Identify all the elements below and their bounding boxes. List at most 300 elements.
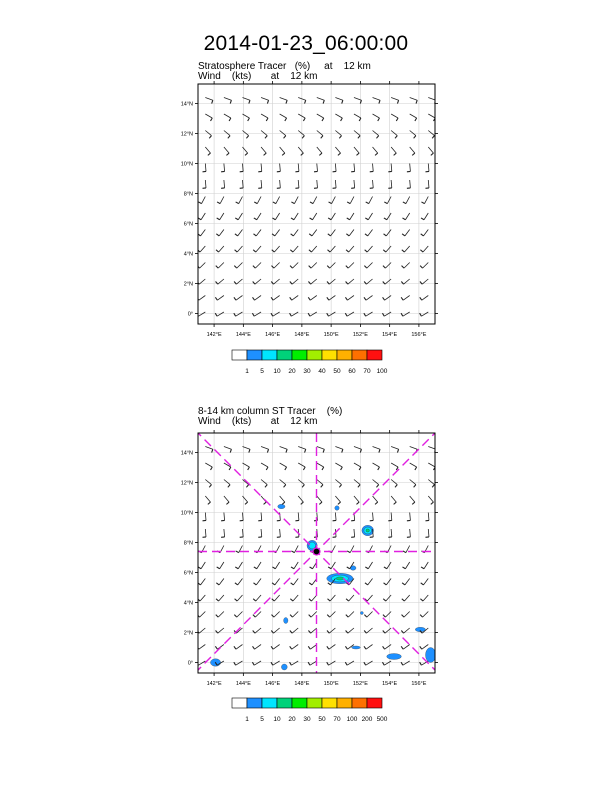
top-wind-barb-flag xyxy=(403,202,406,204)
top-wind-barb xyxy=(354,164,355,172)
top-wind-barb-flag xyxy=(216,250,219,252)
bottom-colorbar-cell xyxy=(277,698,292,708)
top-wind-barb xyxy=(405,213,409,220)
top-wind-barb xyxy=(201,213,205,220)
bottom-wind-barb-flag xyxy=(412,502,415,504)
top-wind-barb xyxy=(368,230,373,236)
top-wind-barb xyxy=(350,197,354,204)
top-wind-barb-flag xyxy=(347,218,350,220)
bottom-colorbar-label: 10 xyxy=(273,716,281,723)
top-wind-barb-flag xyxy=(286,100,287,103)
bottom-panel-title-line1: 8-14 km column ST Tracer (%) xyxy=(198,406,343,417)
top-wind-barb-flag xyxy=(291,218,294,220)
bottom-colorbar-label: 500 xyxy=(376,716,388,723)
top-wind-barb-flag xyxy=(379,100,380,103)
bottom-wind-barb xyxy=(274,612,280,618)
top-wind-barb xyxy=(280,131,286,136)
top-lon-label: 142°E xyxy=(206,332,222,338)
top-wind-barb xyxy=(428,131,434,136)
top-wind-barb-flag xyxy=(302,136,304,139)
bottom-colorbar-cell xyxy=(292,698,307,708)
top-wind-barb-flag xyxy=(290,250,293,252)
top-wind-barb xyxy=(312,230,317,236)
top-wind-barb xyxy=(201,230,206,236)
top-colorbar-label: 30 xyxy=(303,368,311,375)
top-wind-barb xyxy=(335,131,341,136)
bottom-wind-barb xyxy=(367,595,372,601)
bottom-wind-barb-flag xyxy=(246,485,248,488)
top-wind-barb-flag xyxy=(384,218,387,220)
bottom-wind-barb-flag xyxy=(249,449,250,452)
top-wind-barb xyxy=(261,114,268,118)
top-wind-barb-flag xyxy=(378,118,380,121)
bottom-wind-barb xyxy=(293,579,298,585)
bottom-wind-barb xyxy=(331,562,335,569)
bottom-wind-barb xyxy=(384,661,391,665)
bottom-wind-barb xyxy=(410,496,415,502)
bottom-wind-barb xyxy=(201,562,205,569)
top-wind-barb xyxy=(349,230,354,236)
top-wind-barb-flag xyxy=(253,234,256,236)
top-wind-barb xyxy=(317,114,324,118)
bottom-wind-barb xyxy=(335,496,340,502)
top-wind-barb xyxy=(424,213,428,220)
top-wind-barb-flag xyxy=(431,153,434,155)
top-wind-barb-flag xyxy=(339,136,341,139)
bottom-wind-barb-flag xyxy=(327,599,330,601)
top-wind-barb-flag xyxy=(234,297,236,300)
top-panel-title-line2: Wind (kts) at 12 km xyxy=(198,71,318,82)
bottom-colorbar-cell xyxy=(232,698,247,708)
bottom-wind-barb-flag xyxy=(378,467,380,470)
top-wind-barb-flag xyxy=(246,136,248,139)
top-wind-barb xyxy=(256,230,261,236)
top-wind-barb xyxy=(200,263,206,269)
top-lat-label: 8°N xyxy=(183,191,193,198)
top-wind-barb xyxy=(347,312,354,316)
bottom-wind-barb xyxy=(403,661,410,665)
top-wind-barb xyxy=(224,114,231,118)
top-wind-barb-flag xyxy=(421,218,424,220)
top-wind-barb xyxy=(313,213,317,220)
bottom-wind-barb-flag xyxy=(342,449,343,452)
top-wind-barb xyxy=(425,197,429,204)
top-wind-barb xyxy=(428,147,433,153)
top-wind-barb-flag xyxy=(272,250,275,252)
top-wind-barb-flag xyxy=(234,266,236,268)
bottom-colorbar xyxy=(232,698,388,723)
top-wind-barb-flag xyxy=(394,153,397,155)
storm-center-marker xyxy=(313,548,320,555)
bottom-wind-barb-flag xyxy=(285,467,287,470)
top-wind-barb-flag xyxy=(384,202,387,204)
top-wind-barb xyxy=(403,296,409,301)
top-wind-barb xyxy=(257,213,261,220)
bottom-wind-barb-flag xyxy=(365,567,368,569)
top-wind-barb-flag xyxy=(396,118,398,121)
bottom-map-panel xyxy=(17,252,612,792)
top-wind-barb-flag xyxy=(432,136,434,139)
top-wind-barb xyxy=(205,180,206,188)
top-wind-barb xyxy=(335,164,336,172)
top-wind-barb-flag xyxy=(273,202,276,204)
top-wind-barb-flag xyxy=(345,297,347,300)
top-wind-barb-flag xyxy=(248,118,250,121)
bottom-wind-barb xyxy=(391,480,397,485)
top-wind-barb xyxy=(293,230,298,236)
bottom-tracer-blob xyxy=(284,618,288,624)
top-wind-barb-flag xyxy=(217,218,220,220)
bottom-wind-barb xyxy=(404,612,410,618)
bottom-wind-barb xyxy=(410,447,418,450)
bottom-wind-barb-flag xyxy=(272,599,275,601)
top-wind-barb-flag xyxy=(308,297,310,300)
bottom-colorbar-cell xyxy=(322,698,337,708)
top-wind-barb xyxy=(199,296,205,301)
top-wind-barb-flag xyxy=(309,250,312,252)
bottom-wind-barb xyxy=(329,661,336,665)
top-wind-barb xyxy=(329,296,335,301)
bottom-wind-barb-flag xyxy=(394,502,397,504)
bottom-wind-barb xyxy=(386,595,391,601)
bottom-wind-barb-flag xyxy=(216,599,219,601)
top-wind-barb xyxy=(200,246,205,252)
top-wind-barb xyxy=(224,164,225,172)
top-wind-barb-flag xyxy=(253,266,255,268)
top-lat-label: 0° xyxy=(187,311,193,318)
top-colorbar-cell xyxy=(367,350,382,360)
top-wind-barb-flag xyxy=(395,136,397,139)
top-wind-barb-flag xyxy=(421,202,424,204)
bottom-wind-barb xyxy=(387,562,391,569)
bottom-wind-barb-flag xyxy=(379,449,380,452)
top-wind-barb xyxy=(423,263,429,269)
bottom-wind-barb-flag xyxy=(309,599,312,601)
top-lat-label: 4°N xyxy=(183,251,193,258)
top-wind-barb-flag xyxy=(230,100,231,103)
top-wind-barb xyxy=(354,147,359,153)
top-wind-barb xyxy=(335,114,342,118)
bottom-wind-barb-flag xyxy=(253,599,256,601)
top-wind-barb-flag xyxy=(420,250,423,252)
top-wind-barb-flag xyxy=(383,297,385,300)
top-wind-barb-flag xyxy=(365,234,368,236)
top-wind-barb-flag xyxy=(401,297,403,300)
bottom-colorbar-cell xyxy=(262,698,277,708)
bottom-wind-barb-flag xyxy=(215,646,217,649)
bottom-wind-barb-flag xyxy=(322,467,324,470)
bottom-wind-barb-flag xyxy=(284,485,286,488)
bottom-wind-barb xyxy=(373,513,374,521)
top-wind-barb-flag xyxy=(310,202,313,204)
bottom-wind-barb xyxy=(280,513,281,521)
bottom-lon-label: 146°E xyxy=(265,681,281,687)
top-wind-barb-flag xyxy=(235,234,238,236)
top-wind-barb xyxy=(312,246,317,252)
bottom-wind-barb-flag xyxy=(302,485,304,488)
top-wind-barb-flag xyxy=(365,218,368,220)
bottom-wind-barb xyxy=(310,661,317,665)
top-wind-barb xyxy=(373,147,378,153)
top-wind-barb-flag xyxy=(383,266,385,268)
top-wind-barb-flag xyxy=(415,118,417,121)
top-wind-barb-flag xyxy=(323,100,324,103)
bottom-wind-barb-flag xyxy=(266,467,268,470)
bottom-wind-barb-flag xyxy=(327,615,329,617)
bottom-wind-barb-flag xyxy=(327,646,329,649)
top-colorbar-cell xyxy=(352,350,367,360)
bottom-lon-label: 148°E xyxy=(294,681,310,687)
bottom-wind-barb xyxy=(261,480,267,485)
top-wind-barb xyxy=(255,263,261,269)
top-wind-barb-flag xyxy=(328,218,331,220)
top-wind-barb xyxy=(274,246,279,252)
bottom-wind-barb-flag xyxy=(245,502,248,504)
top-wind-barb xyxy=(387,197,391,204)
top-lat-label: 2°N xyxy=(183,281,193,288)
bottom-colorbar-cell xyxy=(352,698,367,708)
bottom-colorbar-cell xyxy=(307,698,322,708)
top-wind-barb xyxy=(280,180,281,188)
top-wind-barb-flag xyxy=(290,266,292,268)
top-wind-barb xyxy=(293,263,299,269)
bottom-wind-barb xyxy=(237,612,243,618)
bottom-wind-barb-flag xyxy=(347,551,350,553)
bottom-wind-barb xyxy=(347,661,354,665)
bottom-wind-barb-flag xyxy=(308,646,310,649)
bottom-wind-barb xyxy=(428,496,433,502)
bottom-wind-barb-flag xyxy=(431,502,434,504)
bottom-wind-barb-flag xyxy=(347,567,350,569)
bottom-wind-barb xyxy=(405,562,409,569)
bottom-wind-barb-flag xyxy=(346,615,348,617)
top-wind-barb-flag xyxy=(341,118,343,121)
top-wind-barb xyxy=(391,180,392,188)
bottom-wind-barb-flag xyxy=(217,567,220,569)
top-wind-barb xyxy=(391,131,397,136)
bottom-wind-barb xyxy=(368,579,373,585)
top-wind-barb xyxy=(391,114,398,118)
top-wind-barb-flag xyxy=(375,153,378,155)
bottom-lon-label: 144°E xyxy=(235,681,251,687)
bottom-wind-barb xyxy=(329,645,335,650)
bottom-tracer-blob xyxy=(309,542,316,549)
bottom-wind-barb xyxy=(335,463,342,467)
bottom-wind-barb xyxy=(200,612,206,618)
bottom-wind-barb xyxy=(224,529,225,537)
bottom-wind-barb-flag xyxy=(402,567,405,569)
bottom-wind-barb-flag xyxy=(290,646,292,649)
top-wind-barb xyxy=(423,246,428,252)
bottom-panel-title-line2: Wind (kts) at 12 km xyxy=(198,416,318,427)
top-wind-barb-flag xyxy=(346,234,349,236)
top-wind-barb-flag xyxy=(420,266,422,268)
bottom-wind-barb xyxy=(238,579,243,585)
top-wind-barb-flag xyxy=(365,250,368,252)
top-map-frame xyxy=(198,84,435,324)
top-lat-label: 14°N xyxy=(180,101,193,108)
bottom-wind-barb-flag xyxy=(212,449,213,452)
top-wind-barb xyxy=(317,164,318,172)
bottom-tracer-blob xyxy=(281,664,287,670)
bottom-wind-barb xyxy=(385,645,391,650)
top-wind-barb xyxy=(276,197,280,204)
top-wind-barb-flag xyxy=(414,136,416,139)
bottom-wind-barb xyxy=(219,579,224,585)
bottom-wind-barb-flag xyxy=(253,615,255,617)
bottom-wind-barb-flag xyxy=(328,567,331,569)
top-wind-barb xyxy=(428,180,429,188)
top-wind-barb xyxy=(224,98,232,101)
bottom-lon-label: 152°E xyxy=(352,681,368,687)
top-wind-barb xyxy=(220,197,224,204)
bottom-map-area xyxy=(17,252,612,792)
top-wind-barb xyxy=(410,131,416,136)
top-wind-barb xyxy=(310,312,317,316)
top-wind-barb xyxy=(238,230,243,236)
bottom-wind-barb-flag xyxy=(235,599,238,601)
bottom-wind-barb-flag xyxy=(226,502,229,504)
top-wind-barb-flag xyxy=(282,153,285,155)
bottom-wind-barb xyxy=(261,513,262,521)
top-wind-barb xyxy=(205,98,213,101)
bottom-wind-barb-flag xyxy=(402,615,404,617)
bottom-wind-barb xyxy=(298,513,299,521)
top-wind-barb xyxy=(366,312,373,316)
bottom-wind-barb xyxy=(205,447,213,450)
bottom-wind-barb-flag xyxy=(364,646,366,649)
top-wind-barb-flag xyxy=(211,118,213,121)
bottom-wind-barb xyxy=(224,447,232,450)
bottom-wind-barb xyxy=(217,645,223,650)
bottom-wind-barb xyxy=(261,447,269,450)
top-lon-label: 150°E xyxy=(323,332,339,338)
bottom-lat-label: 2°N xyxy=(183,630,193,637)
bottom-wind-barb-flag xyxy=(198,567,201,569)
bottom-lat-label: 0° xyxy=(187,660,193,667)
bottom-wind-barb xyxy=(423,612,429,618)
bottom-wind-barb xyxy=(391,529,392,537)
top-wind-barb xyxy=(391,164,392,172)
top-wind-barb xyxy=(256,246,261,252)
bottom-wind-barb xyxy=(224,496,229,502)
bottom-tracer-blob xyxy=(360,612,363,615)
bottom-wind-barb xyxy=(349,595,354,601)
top-colorbar-cell xyxy=(307,350,322,360)
bottom-wind-barb xyxy=(273,645,279,650)
bottom-colorbar-label: 70 xyxy=(333,716,341,723)
bottom-wind-barb-flag xyxy=(209,485,211,488)
bottom-wind-barb-flag xyxy=(328,583,331,585)
top-colorbar-label: 10 xyxy=(273,368,281,375)
top-wind-barb xyxy=(237,263,243,269)
bottom-tracer-blob xyxy=(387,654,402,660)
top-colorbar-label: 50 xyxy=(333,368,341,375)
bottom-wind-barb xyxy=(280,496,285,502)
bottom-wind-barb-flag xyxy=(420,615,422,617)
bottom-lat-label: 14°N xyxy=(180,450,193,457)
bottom-wind-barb-flag xyxy=(358,485,360,488)
bottom-wind-barb-flag xyxy=(420,646,422,649)
top-wind-barb xyxy=(424,230,429,236)
top-wind-barb xyxy=(205,114,212,118)
bottom-wind-barb xyxy=(410,529,411,537)
top-wind-barb xyxy=(254,312,261,316)
top-wind-barb xyxy=(313,197,317,204)
bottom-wind-barb-flag xyxy=(432,485,434,488)
bottom-wind-barb xyxy=(236,661,243,665)
bottom-wind-barb-flag xyxy=(291,551,294,553)
top-wind-barb-flag xyxy=(402,218,405,220)
bottom-wind-barb xyxy=(275,562,279,569)
bottom-wind-barb-flag xyxy=(395,485,397,488)
bottom-wind-barb-flag xyxy=(403,551,406,553)
top-wind-barb xyxy=(403,312,410,316)
top-wind-barb-flag xyxy=(321,136,323,139)
top-wind-barb xyxy=(220,213,224,220)
bottom-wind-barb xyxy=(404,595,409,601)
top-wind-barb-flag xyxy=(216,234,219,236)
top-colorbar-cell xyxy=(262,350,277,360)
top-wind-barb xyxy=(373,131,379,136)
top-wind-barb-flag xyxy=(266,118,268,121)
top-wind-barb xyxy=(236,296,242,301)
bottom-wind-barb xyxy=(317,480,323,485)
bottom-wind-barb-flag xyxy=(309,615,311,617)
bottom-wind-barb xyxy=(256,579,261,585)
bottom-wind-barb-flag xyxy=(229,467,231,470)
top-wind-barb-flag xyxy=(198,202,201,204)
top-wind-barb xyxy=(387,213,391,220)
top-wind-barb xyxy=(349,246,354,252)
top-wind-barb xyxy=(366,296,372,301)
top-wind-barb-flag xyxy=(364,266,366,268)
bottom-wind-barb xyxy=(298,480,304,485)
bottom-wind-barb xyxy=(366,645,372,650)
top-wind-barb xyxy=(422,296,428,301)
top-wind-barb xyxy=(205,147,210,153)
top-wind-barb-flag xyxy=(402,266,404,268)
top-colorbar-cell xyxy=(247,350,262,360)
bottom-wind-barb-flag xyxy=(234,615,236,617)
bottom-colorbar-cell xyxy=(367,698,382,708)
bottom-wind-barb xyxy=(317,463,324,467)
bottom-wind-barb xyxy=(348,612,354,618)
top-wind-barb-flag xyxy=(212,100,213,103)
top-wind-barb xyxy=(261,131,267,136)
bottom-lat-label: 6°N xyxy=(183,570,193,577)
bottom-colorbar-cell xyxy=(247,698,262,708)
bottom-wind-barb-flag xyxy=(286,449,287,452)
top-wind-barb-flag xyxy=(229,118,231,121)
top-colorbar-label: 70 xyxy=(363,368,371,375)
top-lon-label: 154°E xyxy=(382,332,398,338)
bottom-colorbar-cell xyxy=(337,698,352,708)
bottom-wind-barb-flag xyxy=(235,567,238,569)
bottom-wind-barb xyxy=(373,496,378,502)
bottom-wind-barb-flag xyxy=(397,449,398,452)
bottom-lat-label: 12°N xyxy=(180,480,193,487)
top-panel-title-line1: Stratosphere Tracer (%) at 12 km xyxy=(198,61,371,72)
top-wind-barb xyxy=(335,180,336,188)
bottom-wind-barb xyxy=(386,579,391,585)
top-colorbar-label: 40 xyxy=(318,368,326,375)
top-colorbar-label: 5 xyxy=(260,368,264,375)
top-wind-barb xyxy=(311,263,317,269)
bottom-wind-barb-flag xyxy=(267,449,268,452)
top-wind-barb xyxy=(280,114,287,118)
bottom-wind-barb-flag xyxy=(341,467,343,470)
